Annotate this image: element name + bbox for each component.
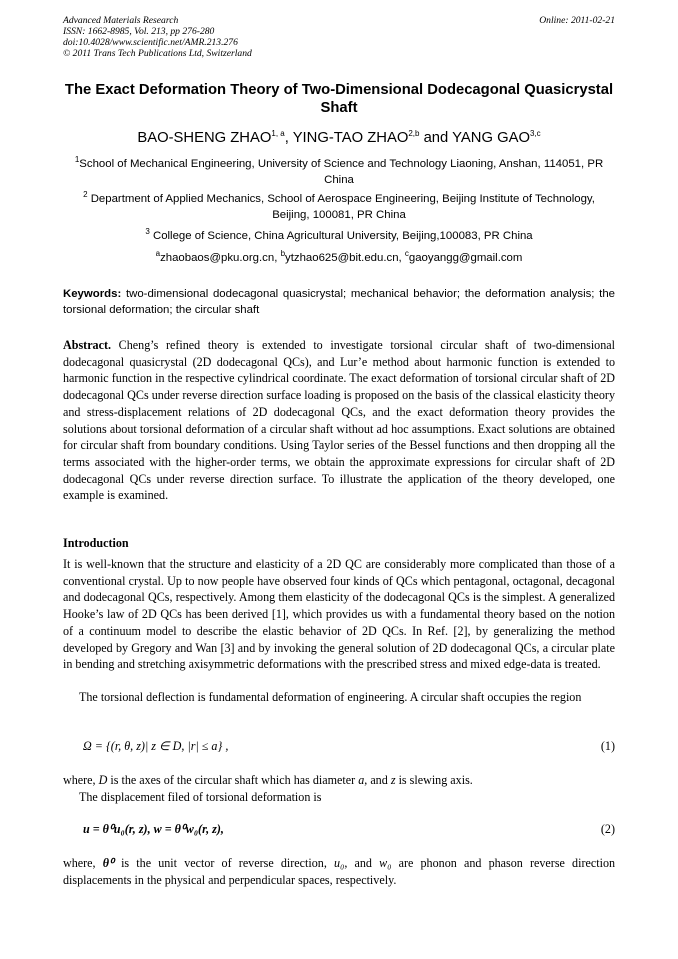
email-list: $^a$zhaobaos@pku.org.cn, $^b$ytzhao625@bit.edu.cn, $^c$gaoyangg@gmail.com xyxy=(155,249,523,264)
author-sup: 2,b xyxy=(408,129,420,139)
email-link[interactable]: gaoyangg@gmail.com xyxy=(408,252,523,264)
journal-name: Advanced Materials Research xyxy=(63,15,179,26)
affiliation-1: $^1$School of Mechanical Engineering, University of Science and Technology Liaoning, Anshan, 114051, PR China xyxy=(74,155,604,186)
email-link[interactable]: zhaobaos@pku.org.cn, xyxy=(160,252,278,264)
journal-header xyxy=(63,15,615,59)
author-name: BAO-SHENG ZHAO xyxy=(137,130,272,146)
intro-paragraph-5: where, θ⁰ is the unit vector of reverse direction, u₀, and w₀ are phonon and phason reverse direction displacements in the physical and perpendicular spaces, respectively. xyxy=(63,856,616,887)
equation-number: (1) xyxy=(600,739,615,753)
paper-title: The Exact Deformation Theory of Two-Dimensional Dodecagonal Quasicrystal Shaft xyxy=(64,82,614,116)
author-sup: 3,c xyxy=(529,129,541,139)
abstract xyxy=(63,337,615,504)
keywords-text: two-dimensional dodecagonal quasicrystal; mechanical behavior; the deformation analysis; the torsional deformation; the circular shaft xyxy=(63,288,615,316)
equation-expression: u = θ⁰u₀(r, z), w = θ⁰w₀(r, z), xyxy=(83,822,224,836)
issn-line: ISSN: 1662-8985, Vol. 213, pp 276-280 xyxy=(63,26,215,37)
intro-paragraph-1: It is well-known that the structure and elasticity of a 2D QC are considerably more complicated than those of a conventional crystal. Up to now people have observed four kinds of QCs which pentagonal, octagonal, decagonal and dodecagonal QCs, respectively. Among them elasticity of the dodecagonal QCs is the simplest. A generalized Hooke’s law of 2D QCs has been derived [1], which provides us with a fundamental theory based on the notion of a continuum model to describe the elastic behavior of 2D QCs. In Ref. [2], by generalizing the method developed by Gregory and Wan [3] and by invoking the general solution of 2D dodecagonal QCs, a circular plate in bending and stretching axisymmetric deformations with the prescribed stress and mixed edge-data is treated. xyxy=(63,557,615,672)
doi-line: doi:10.4028/www.scientific.net/AMR.213.276 xyxy=(63,37,238,48)
intro-paragraph-3: where, D is the axes of the circular shaft which has diameter a, and z is slewing axis. xyxy=(63,773,473,787)
affiliation-2: $^2$ Department of Applied Mechanics, School of Aerospace Engineering, Beijing Institute of Technology, Beijing, 100081, PR China xyxy=(83,190,595,221)
equation-number: (2) xyxy=(600,822,615,836)
affiliation-3: $^3$ College of Science, China Agricultural University, Beijing,100083, PR China xyxy=(145,227,533,242)
author-name: YING-TAO ZHAO xyxy=(292,130,409,146)
author-sup: 1, a xyxy=(271,129,285,139)
online-date: Online: 2011-02-21 xyxy=(539,15,615,26)
keywords-label: Keywords: xyxy=(63,288,122,300)
abstract-text: Cheng’s refined theory is extended to investigate torsional circular shaft of two-dimensional dodecagonal quasicrystal (2D dodecagonal QCs), and Lur’e method about harmonic function is extended to harmonic function in the respective cylindrical coordinate. The exact deformation of torsional circular shaft of 2D dodecagonal QCs under reverse direction surface loading is proposed on the basis of the classical elasticity theory and stress-displacement relations of 2D dodecagonal QCs, and the exact deformation theory provides the solutions about torsional deformation of a circular shaft without ad hoc assumptions. Exact solutions are obtained for circular shaft from boundary conditions. Using Taylor series of the Bessel functions and then dropping all the terms associated with the higher-order terms, we obtain the approximate expressions for circular shaft of 2D dodecagonal QCs under reverse direction surface. To illustrate the application of the theory developed, one example is examined. xyxy=(63,338,615,503)
equation-expression: Ω = {(r, θ, z)| z ∈ D, |r| ≤ a} , xyxy=(83,739,229,753)
keywords xyxy=(63,286,615,318)
copyright-line: © 2011 Trans Tech Publications Ltd, Switzerland xyxy=(63,48,252,59)
abstract-label: Abstract. xyxy=(63,338,112,352)
intro-paragraph-2: The torsional deflection is fundamental deformation of engineering. A circular shaft occupies the region xyxy=(79,690,582,704)
author-name: YANG GAO xyxy=(452,130,530,146)
section-heading: Introduction xyxy=(63,536,129,550)
email-link[interactable]: ytzhao625@bit.edu.cn, xyxy=(285,252,402,264)
equation-2 xyxy=(63,822,615,842)
author-list: BAO-SHENG ZHAO$^{1, a}$, YING-TAO ZHAO$^{2,b}$ and YANG GAO$^{3,c}$ xyxy=(137,129,541,146)
intro-paragraph-4: The displacement filed of torsional deformation is xyxy=(79,790,322,804)
equation-1 xyxy=(63,739,615,759)
